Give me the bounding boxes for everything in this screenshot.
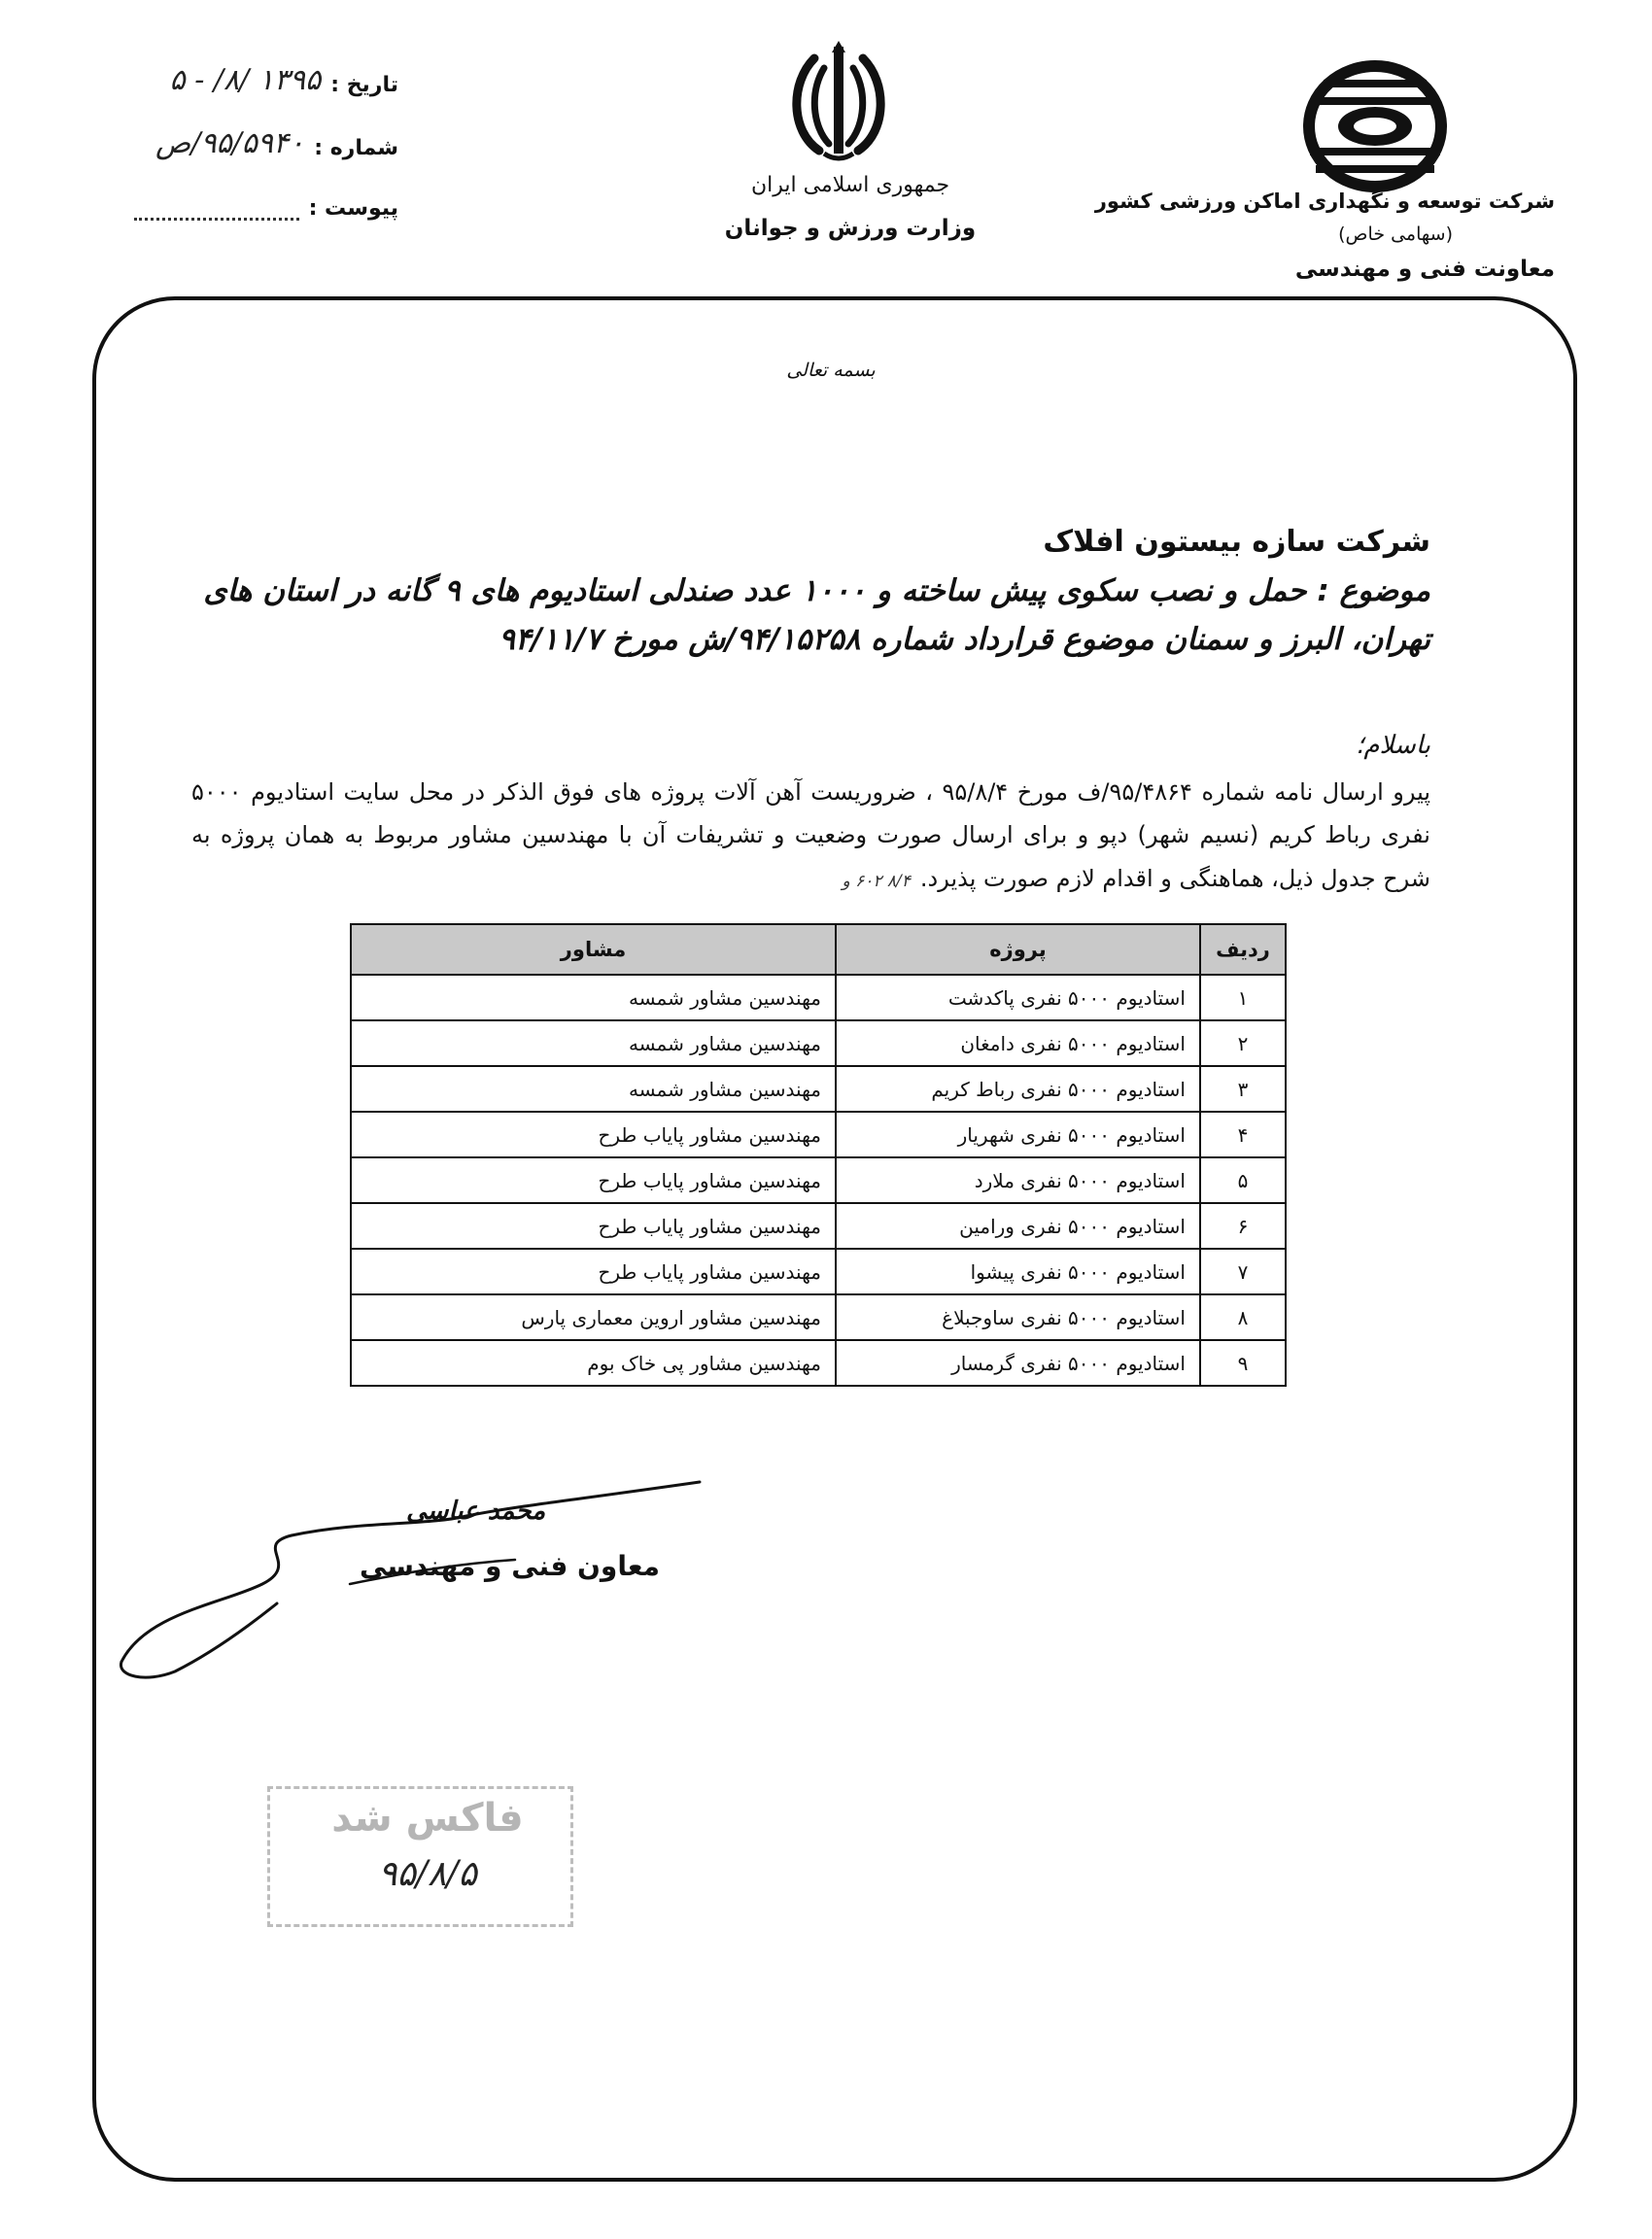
table-row	[351, 1112, 1286, 1157]
project-cell: استادیوم ۵۰۰۰ نفری گرمسار	[836, 1340, 1200, 1386]
header-row-number: ردیف	[1200, 924, 1286, 975]
row-number: ۹	[1200, 1340, 1286, 1386]
project-cell: استادیوم ۵۰۰۰ نفری پاکدشت	[836, 975, 1200, 1020]
row-number: ۲	[1200, 1020, 1286, 1066]
project-cell: استادیوم ۵۰۰۰ نفری ملارد	[836, 1157, 1200, 1203]
table-row	[351, 1066, 1286, 1112]
consultant-cell: مهندسین مشاور پایاب طرح	[351, 1249, 836, 1294]
attachment-label: پیوست :	[308, 196, 398, 221]
addressee: شرکت سازه بیستون افلاک	[1043, 525, 1430, 559]
company-name: شرکت توسعه و نگهداری اماکن ورزشی کشور	[1094, 189, 1555, 213]
row-number: ۶	[1200, 1203, 1286, 1249]
company-type: (سهامی خاص)	[1338, 224, 1453, 245]
row-number: ۸	[1200, 1294, 1286, 1340]
project-cell: استادیوم ۵۰۰۰ نفری دامغان	[836, 1020, 1200, 1066]
table-row	[351, 1203, 1286, 1249]
meta-date-row	[170, 63, 398, 97]
consultant-cell: مهندسین مشاور پایاب طرح	[351, 1203, 836, 1249]
ministry-name: وزارت ورزش و جوانان	[724, 216, 977, 241]
invocation: بسمه تعالی	[786, 360, 876, 381]
project-cell: استادیوم ۵۰۰۰ نفری ورامین	[836, 1203, 1200, 1249]
republic-name: جمهوری اسلامی ایران	[750, 173, 950, 197]
fax-stamp-label: فاکس شد	[331, 1796, 524, 1841]
table-row	[351, 1020, 1286, 1066]
row-number: ۳	[1200, 1066, 1286, 1112]
signer-name: محمد عباسی	[406, 1497, 546, 1526]
national-emblem-icon	[785, 39, 892, 165]
subject-line: موضوع : حمل و نصب سکوی پیش ساخته و ۱۰۰۰ عدد صندلی استادیوم های ۹ گانه در استان های تهران، البرز و سمنان موضوع قرارداد شماره ۹۴/۱۵۲۵۸/ش مورخ ۹۴/۱۱/۷	[203, 573, 1430, 657]
attachment-dotted-line	[134, 208, 299, 221]
table-row	[351, 1157, 1286, 1203]
header-consultant: مشاور	[351, 924, 836, 975]
handwritten-note: ۸/۴ ۶۰۲ و	[842, 871, 911, 891]
project-cell: استادیوم ۵۰۰۰ نفری رباط کریم	[836, 1066, 1200, 1112]
table-header-row	[351, 924, 1286, 975]
department-name: معاونت فنی و مهندسی	[1294, 257, 1555, 282]
row-number: ۵	[1200, 1157, 1286, 1203]
project-cell: استادیوم ۵۰۰۰ نفری پیشوا	[836, 1249, 1200, 1294]
table-row	[351, 975, 1286, 1020]
row-number: ۴	[1200, 1112, 1286, 1157]
date-label: تاریخ :	[330, 73, 398, 97]
body-paragraph	[191, 771, 1430, 900]
project-table	[350, 923, 1287, 1387]
meta-number-row	[155, 126, 398, 160]
company-logo	[1302, 58, 1448, 194]
consultant-cell: مهندسین مشاور پایاب طرح	[351, 1112, 836, 1157]
table-row	[351, 1249, 1286, 1294]
header-project: پروژه	[836, 924, 1200, 975]
number-value: ۹۵/۵۹۴۰/ص	[155, 126, 305, 160]
consultant-cell: مهندسین مشاور شمسه	[351, 975, 836, 1020]
greeting: باسلام؛	[1356, 731, 1430, 760]
signer-title: معاون فنی و مهندسی	[360, 1550, 660, 1582]
table-row	[351, 1294, 1286, 1340]
row-number: ۱	[1200, 975, 1286, 1020]
body-text: پیرو ارسال نامه شماره ۹۵/۴۸۶۴/ف مورخ ۹۵/۸/۴ ، ضروریست آهن آلات پروژه های فوق الذکر در محل سایت استادیوم ۵۰۰۰ نفری رباط کریم (نسیم شهر) دپو و برای ارسال صورت وضعیت و تشریفات آن با مهندسین مشاور مربوط به همان پروژه به شرح جدول ذیل، هماهنگی و اقدام لازم صورت پذیرد.	[191, 778, 1430, 892]
consultant-cell: مهندسین مشاور پایاب طرح	[351, 1157, 836, 1203]
consultant-cell: مهندسین مشاور اروین معماری پارس	[351, 1294, 836, 1340]
table-row	[351, 1340, 1286, 1386]
date-value: ۱۳۹۵ /۸/ - ۵	[169, 63, 322, 97]
consultant-cell: مهندسین مشاور شمسه	[351, 1066, 836, 1112]
consultant-cell: مهندسین مشاور پی خاک بوم	[351, 1340, 836, 1386]
project-cell: استادیوم ۵۰۰۰ نفری شهریار	[836, 1112, 1200, 1157]
project-cell: استادیوم ۵۰۰۰ نفری ساوجبلاغ	[836, 1294, 1200, 1340]
consultant-cell: مهندسین مشاور شمسه	[351, 1020, 836, 1066]
number-label: شماره :	[314, 136, 398, 160]
row-number: ۷	[1200, 1249, 1286, 1294]
meta-attachment-row	[134, 196, 398, 221]
fax-stamp-date: ۹۵/۸/۵	[378, 1854, 477, 1894]
